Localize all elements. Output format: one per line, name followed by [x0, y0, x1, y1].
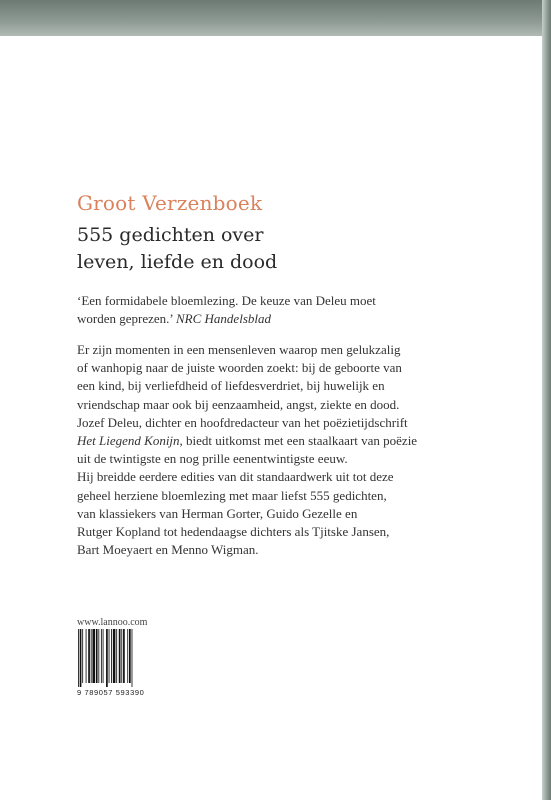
- barcode-bar: [111, 629, 112, 683]
- barcode-bar: [123, 629, 125, 683]
- barcode: [77, 629, 155, 696]
- barcode-bar: [116, 629, 117, 683]
- blurb-line: Er zijn momenten in een mensenleven waarop men gelukzalig: [77, 342, 401, 357]
- barcode-bar: [80, 629, 82, 687]
- book-subtitle: [77, 222, 457, 276]
- blurb-line: van klassiekers van Herman Gorter, Guido Gezelle en: [77, 505, 358, 521]
- blurb: [77, 341, 497, 559]
- blurb-line: vriendschap maar ook bij eenzaamheid, angst, ziekte en dood.: [77, 396, 400, 412]
- barcode-bar: [103, 629, 104, 683]
- blurb-line: een kind, bij verliefdheid of liefdesverdriet, bij huwelijk en: [77, 378, 385, 394]
- barcode-bar: [109, 629, 110, 683]
- barcode-graphic: [77, 629, 155, 687]
- publisher-website: www.lannoo.com: [77, 617, 148, 628]
- book-side-edge: [542, 0, 551, 800]
- barcode-bar: [82, 629, 83, 683]
- quote-text: worden geprezen.’: [77, 311, 177, 326]
- blurb-line: geheel herziene bloemlezing met maar liefst 555 gedichten,: [77, 487, 387, 503]
- barcode-bar: [132, 629, 133, 687]
- magazine-title: Het Liegend Konijn: [77, 433, 180, 449]
- blurb-line: Jozef Deleu, dichter en hoofdredacteur van het poëzietijdschrift: [77, 414, 408, 430]
- press-quote: [77, 292, 477, 328]
- barcode-bar: [121, 629, 122, 683]
- barcode-bar: [127, 629, 128, 683]
- barcode-bar: [106, 629, 108, 687]
- barcode-bar: [91, 629, 92, 683]
- blurb-line: of wanhopig naar de juiste woorden zoekt: bij de geboorte van: [77, 360, 402, 376]
- barcode-bar: [88, 629, 90, 683]
- barcode-digits: 9 789057 593390: [77, 688, 145, 697]
- subtitle-line: leven, liefde en dood: [77, 251, 278, 273]
- blurb-text: , biedt uitkomst met een staalkaart van poëzie: [179, 433, 418, 449]
- blurb-line: Bart Moeyaert en Menno Wigman.: [77, 542, 259, 558]
- quote-line: [77, 310, 477, 328]
- barcode-bar: [98, 629, 99, 683]
- blurb-line: uit de twintigste en nog prille eenentwintigste eeuw.: [77, 451, 348, 467]
- book-top-edge: [0, 0, 551, 36]
- blurb-line: Hij breidde eerdere edities van dit standaardwerk uit tot deze: [77, 469, 394, 485]
- blurb-line: [77, 432, 497, 450]
- barcode-bar: [101, 629, 102, 683]
- quote-line: ‘Een formidabele bloemlezing. De keuze van Deleu moet: [77, 293, 376, 308]
- barcode-bar: [113, 629, 116, 683]
- quote-source: NRC Handelsblad: [176, 311, 271, 326]
- barcode-bar: [119, 629, 121, 683]
- barcode-bar: [86, 629, 87, 683]
- barcode-bar: [92, 629, 95, 683]
- barcode-bar: [78, 629, 79, 687]
- blurb-line: Rutger Kopland tot hedendaagse dichters als Tjitske Jansen,: [77, 524, 390, 540]
- barcode-bar: [96, 629, 98, 683]
- book-title: Groot Verzenboek: [77, 191, 263, 215]
- barcode-bar: [129, 629, 131, 683]
- subtitle-line: 555 gedichten over: [77, 224, 264, 246]
